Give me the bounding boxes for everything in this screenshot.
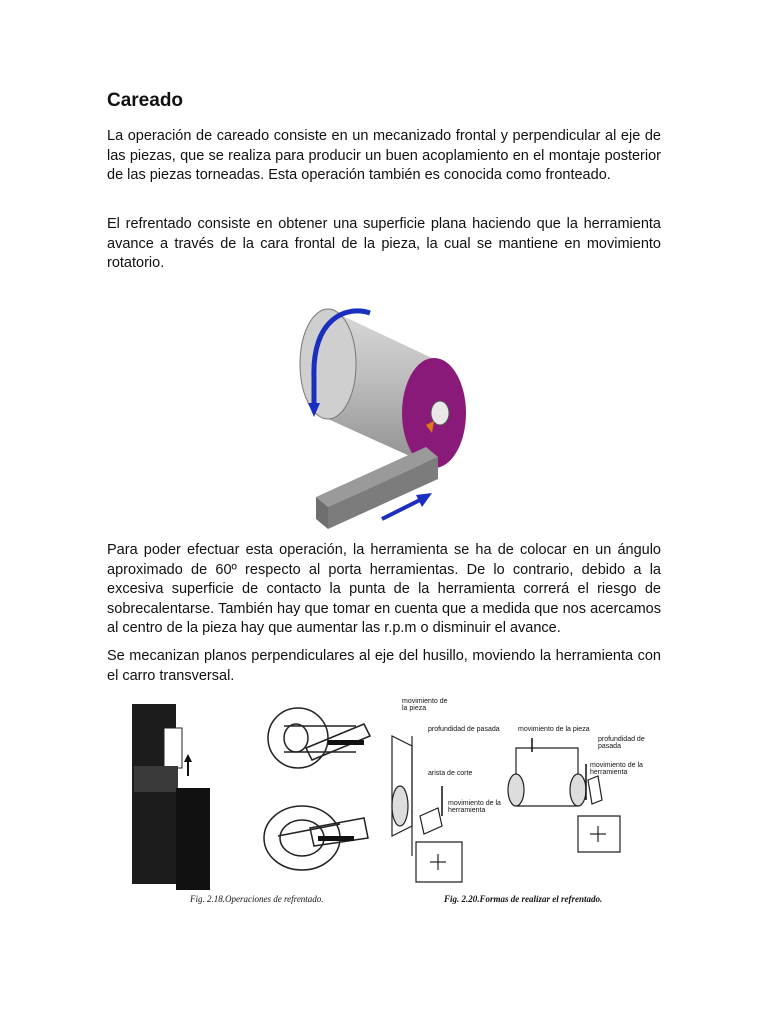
label-right-profundidad: profundidad de pasada	[598, 736, 645, 750]
facing-3d-illustration	[286, 297, 482, 537]
paragraph-1: La operación de careado consiste en un mecanizado frontal y perpendicular al eje de las piezas, que se realiza para producir un buen acoplamiento en el montaje posterior de las piezas torneadas. Esta operación también es conocida como fronteado.	[107, 128, 661, 183]
paragraph-3: Para poder efectuar esta operación, la herramienta se ha de colocar en un ángulo aproximado de 60º respecto al porta herramientas. De lo contrario, debido a la excesiva superficie de contacto la punta de la herramienta correrá el riesgo de sobrecalentarse. También hay que tomar en cuenta que a medida que nos acercamos al centro de la pieza hay que aumentar las r.p.m o disminuir el avance.	[107, 542, 661, 636]
label-right-movimiento-pieza: movimiento de la pieza	[518, 726, 590, 733]
section-heading: Careado	[107, 90, 184, 111]
tool-bar	[316, 447, 438, 529]
label-left-arista: arista de corte	[428, 770, 473, 777]
label-left-movimiento-pieza: movimiento de la pieza	[402, 698, 448, 712]
label-right-movimiento-herramienta: movimiento de la herramienta	[590, 762, 643, 776]
paragraph-4: Se mecanizan planos perpendiculares al eje del husillo, moviendo la herramienta con el carro transversal.	[107, 648, 661, 684]
figure-2-18	[128, 700, 378, 912]
figure-2-18-caption: Fig. 2.18.Operaciones de refrentado.	[190, 894, 324, 904]
paragraph-2: El refrentado consiste en obtener una superficie plana haciendo que la herramienta avance a través de la cara frontal de la pieza, la cual se mantiene en movimiento rotatorio.	[107, 216, 661, 271]
figure-2-18-drawing	[128, 700, 378, 896]
figure-2-20	[382, 696, 654, 912]
label-left-movimiento-herramienta: movimiento de la herramienta	[448, 800, 501, 814]
label-left-profundidad: profundidad de pasada	[428, 726, 500, 733]
figure-2-20-caption: Fig. 2.20.Formas de realizar el refrentado.	[444, 894, 603, 904]
feed-arrow	[382, 499, 422, 519]
